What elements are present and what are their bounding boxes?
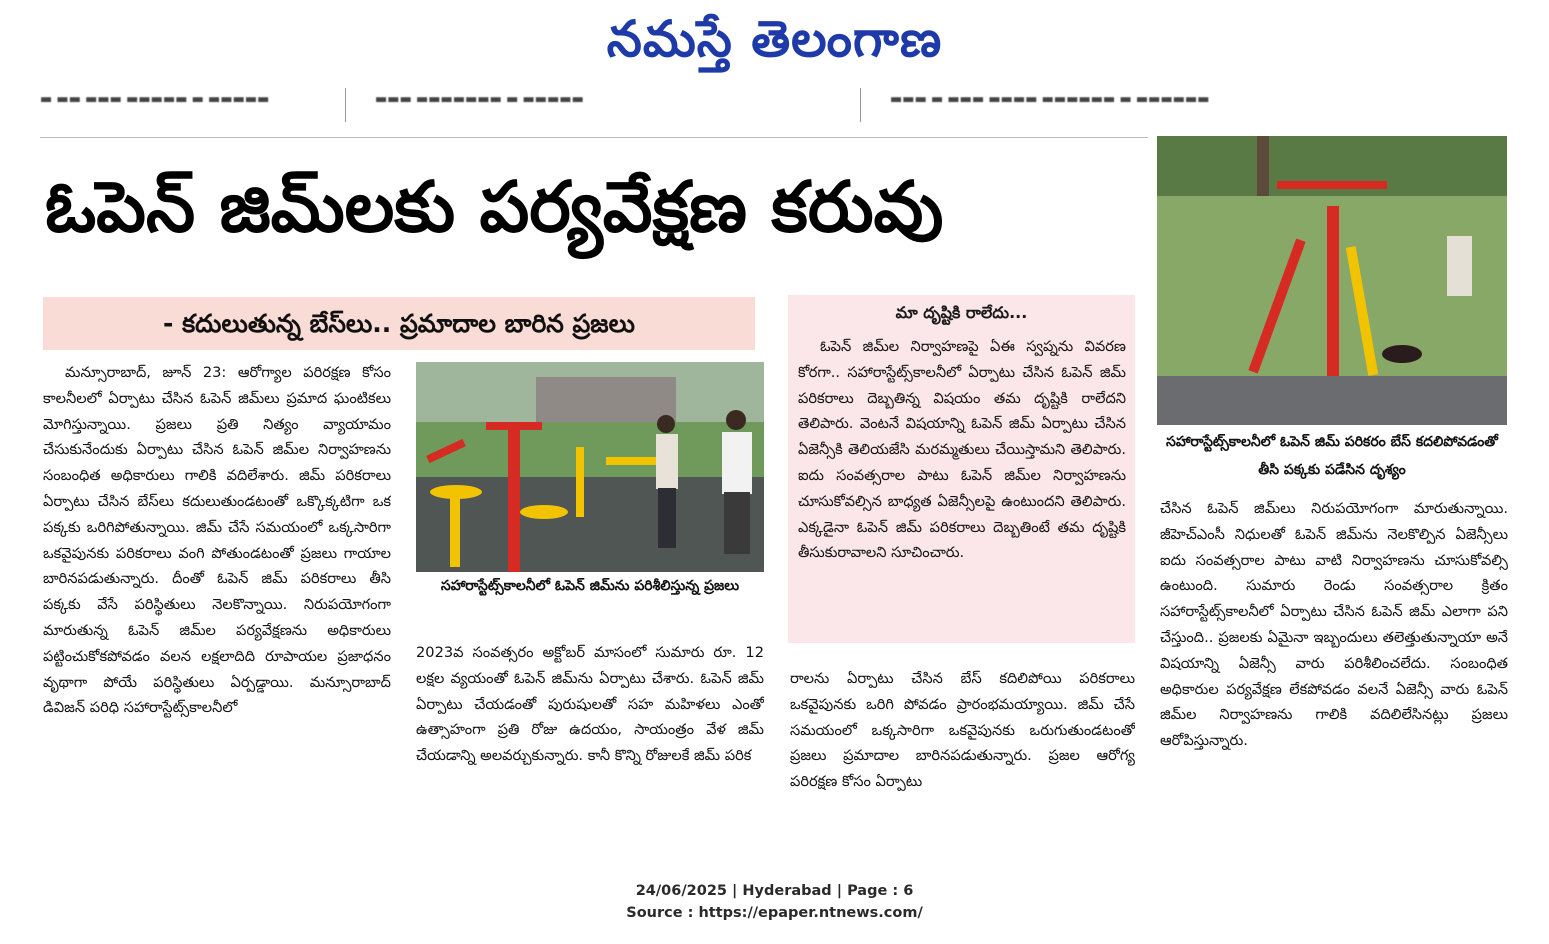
body-text: రాలను ఏర్పాటు చేసిన బేస్ కదిలిపోయి పరికరాలు ఒకవైపునకు ఒరిగి పోవడం ప్రారంభమయ్యాయి. జిమ్ చేసే సమయంలో ఒక్కసారిగా ఒకవైపునకు ఒరుగుతుండటంతో ప్రజలు ప్రమాదాల బారినపడుతున్నారు. ప్రజల ఆరోగ్య పరిరక్షణ కోసం ఏర్పాటు bbox=[790, 670, 1135, 791]
gym-photo-illustration bbox=[416, 362, 764, 572]
sidebar-box-heading: మా దృష్టికి రాలేదు... bbox=[895, 303, 1028, 322]
photo-caption: సహారాస్టేట్స్‌కాలనీలో ఓపెన్ జిమ్ పరికరం బేస్ కదలిపోవడంతో తీసి పక్కకు పడేసిన దృశ్యం bbox=[1166, 434, 1498, 478]
photo-caption: సహారాస్టేట్స్‌కాలనీలో ఓపెన్ జిమ్‌ను పరిశీలిస్తున్న ప్రజలు bbox=[440, 578, 740, 594]
gym-photo-illustration bbox=[1157, 136, 1507, 425]
illegible-text-fragment: ▬ ▬▬ ▬▬▬ ▬▬▬▬▬ ▬ ▬▬▬▬▬ bbox=[40, 92, 270, 107]
masthead-logo: నమస్తే తెలంగాణ bbox=[606, 9, 943, 68]
photo-open-gym-inspection bbox=[416, 362, 764, 572]
body-text: చేసిన ఓపెన్ జిమ్‌లు నిరుపయోగంగా మారుతున్నాయి. జీహెచ్ఎంసీ నిధులతో ఓపెన్ జిమ్‌ను నెలకొల్పిన ఏజెన్సీలు ఐదు సంవత్సరాల పాటు వాటి నిర్వాహణను చూసుకోవల్సి ఉంటుంది. సుమారు రెండు సంవత్సరాల క్రితం సహారాస్టేట్స్‌కాలనీలో ఏర్పాటు చేసిన ఓపెన్ జిమ్ ఎలాగా పని చేస్తుంది.. ప్రజలకు ఏమైనా ఇబ్బందులు తలెత్తుతున్నాయా అనే విషయాన్ని ఏజెన్సీ వారు పరిశీలించలేదు. సంబంధిత అధికారుల పర్యవేక్షణ లేకపోవడం వలనే ఏజెన్సీ వారు ఓపెన్ జిమ్‌ల నిర్వాహణను గాలికి వదిలిలేసినట్లు ప్రజలు ఆరోపిస్తున్నారు. bbox=[1160, 500, 1508, 750]
footer-dateline: 24/06/2025 | Hyderabad | Page : 6 bbox=[635, 883, 914, 899]
article-subheadline: - కదులుతున్న బేస్‌లు.. ప్రమాదాల బారిన ప్రజలు bbox=[43, 297, 755, 350]
illegible-text-fragment: ▬▬▬ ▬ ▬▬▬ ▬▬▬▬ ▬▬▬▬▬▬ ▬ ▬▬▬▬▬▬ bbox=[890, 92, 1210, 107]
column-separator bbox=[860, 88, 861, 122]
photo-dislodged-gym-equipment bbox=[1157, 136, 1507, 425]
article-column-3 bbox=[790, 666, 1135, 811]
horizontal-rule bbox=[40, 137, 1148, 138]
article-column-2 bbox=[416, 640, 764, 810]
body-text: మన్సూరాబాద్, జూన్ 23: ఆరోగ్యాల పరిరక్షణ కోసం కాలనీలలో ఏర్పాటు చేసిన ఓపెన్ జిమ్‌లు ప్రమాద ఘంటికలు మోగిస్తున్నాయి. ప్రజలు ప్రతి నిత్యం వ్యాయామం చేసుకునేందుకు ఏర్పాటు చేసిన ఓపెన్ జిమ్‌ల నిర్వాహణను సంబంధిత అధికారులు గాలికి వదిలేశారు. జిమ్ పరికరాలు ఏర్పాటు చేసిన బేస్‌లు కదులుతుండటంతో ఒక్కొక్కటిగా ఒక పక్కకు ఒరిగిపోతున్నాయి. జిమ్ చేసే సమయంలో ఒక్కసారిగా ఒకవైపునకు పరికరాలు వంగి పోతుండటంతో ప్రజలు గాయాల బారినపడుతున్నారు. దీంతో ఓపెన్ జిమ్ పరికరాలు తీసి పక్కకు వేసే పరిస్థితులు నెలకొన్నాయి. నిరుపయోగంగా మారుతున్న ఓపెన్ జిమ్‌ల పర్యవేక్షణను అధికారులు పట్టించుకోకపోవడం వలన లక్షలాదిది రూపాయల ప్రజాధనం వృథాగా పోయే పరిస్థితులు ఏర్పడ్డాయి. మన్సూరాబాద్ డివిజన్ పరిధి సహారాస్టేట్స్‌కాలనీలో bbox=[43, 364, 391, 717]
footer-source: Source : https://epaper.ntnews.com/ bbox=[626, 905, 923, 921]
article-column-1 bbox=[43, 360, 391, 810]
article-headline: ఓపెన్ జిమ్‌లకు పర్యవేక్షణ కరువు bbox=[45, 166, 944, 248]
body-text: ఓపెన్ జిమ్‌ల నిర్వాహణపై ఏఈ స్వప్నను వివరణ కోరగా.. సహారాస్టేట్స్‌కాలనీలో ఏర్పాటు చేసిన ఓపెన్ జిమ్ పరికరాలు దెబ్బతిన్న విషయం తమ దృష్టికి రాలేదని తెలిపారు. వెంటనే విషయాన్ని ఓపెన్ జిమ్ ఏర్పాటు చేసిన ఏజెన్సీకి తెలియజేసి మరమ్మతులు చేయిస్తామని తెలిపారు. ఐదు సంవత్సరాల పాటు ఓపెన్ జిమ్‌ల నిర్వాహణను చూసుకోవల్సిన బాధ్యత ఏజెన్సీలపై ఉంటుందని తెలిపారు. ఎక్కడైనా ఓపెన్ జిమ్ పరికరాలు దెబ్బతింటే తమ దృష్టికి తీసుకురావాలని సూచించారు. bbox=[798, 338, 1126, 562]
cut-off-previous-story bbox=[40, 88, 1510, 122]
body-text: 2023వ సంవత్సరం అక్టోబర్ మాసంలో సుమారు రూ. 12 లక్షల వ్యయంతో ఓపెన్ జిమ్‌ను ఏర్పాటు చేశారు. ఓపెన్ జిమ్ ఏర్పాటు చేయడంతో పురుషులతో సహ మహిళలు ఎంతో ఉత్సాహంగా ప్రతి రోజు ఉదయం, సాయంత్రం వేళ జిమ్ చేయడాన్ని అలవర్చుకున్నారు. కానీ కొన్ని రోజులకే జిమ్ పరిక bbox=[416, 644, 764, 765]
sidebar-box-text bbox=[798, 334, 1126, 634]
article-column-4 bbox=[1160, 496, 1508, 811]
page-footer bbox=[0, 880, 1549, 924]
illegible-text-fragment: ▬▬▬ ▬▬▬▬▬▬▬ ▬ ▬▬▬▬▬ bbox=[375, 92, 584, 107]
column-separator bbox=[345, 88, 346, 122]
